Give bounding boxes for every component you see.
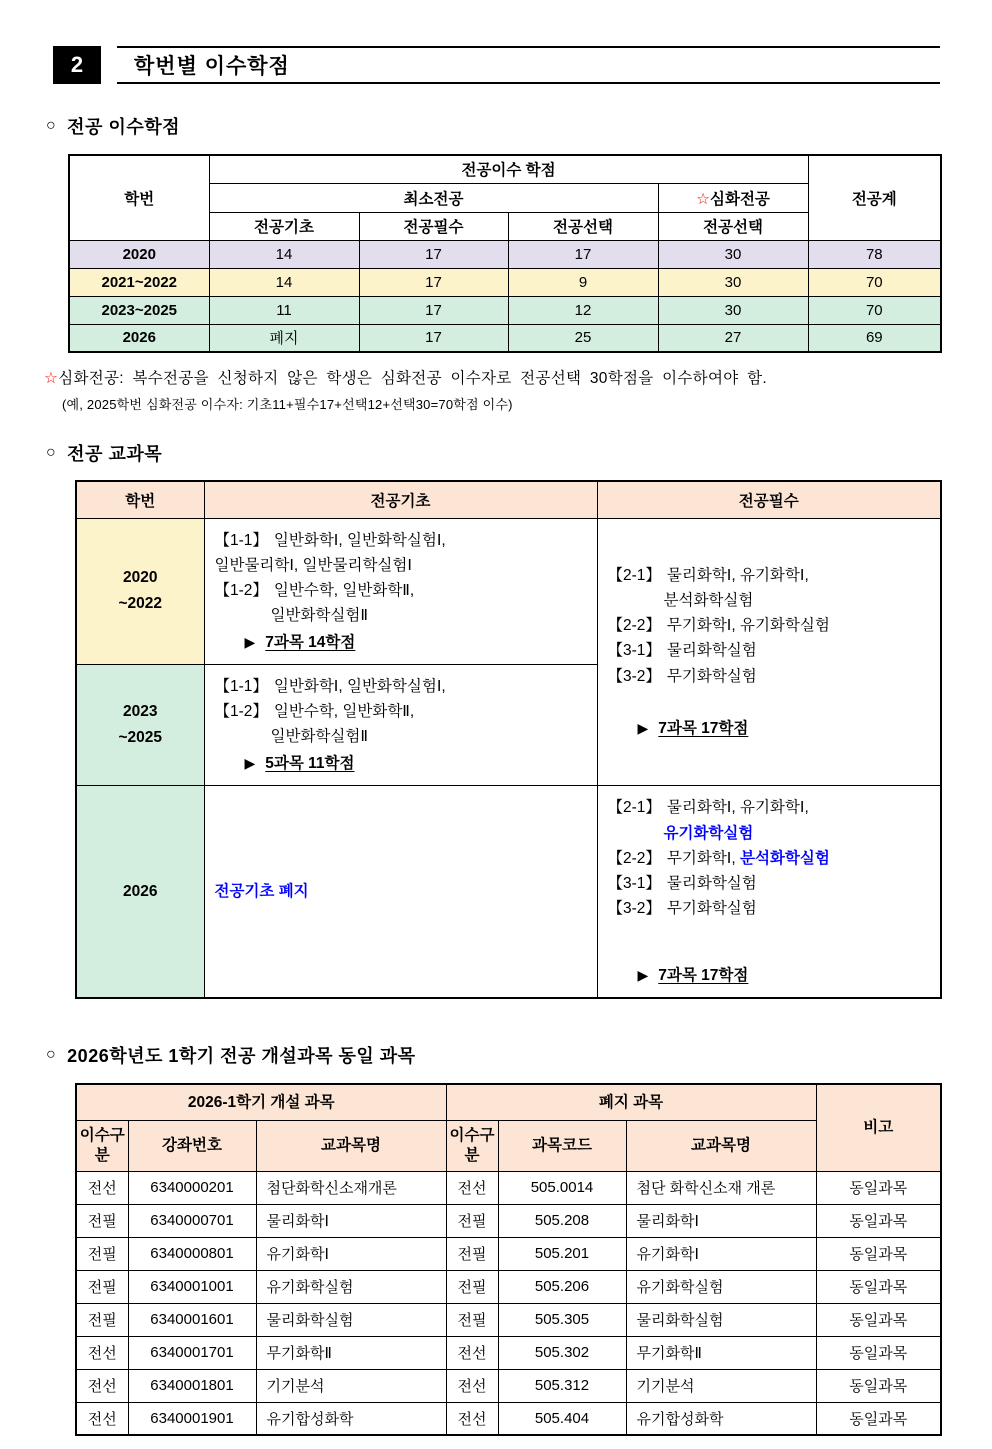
cell-type1: 전선: [76, 1369, 128, 1402]
summary-line: ▶ 7과목 17학점: [637, 719, 749, 737]
header-total: 전공계: [808, 155, 941, 240]
same-header-row-2: [76, 1120, 941, 1171]
same-row-2: [76, 1204, 941, 1237]
header-gicho: 전공기초: [209, 212, 359, 240]
same-row-6: [76, 1336, 941, 1369]
same-row-5: [76, 1303, 941, 1336]
cell-seontaek: 17: [508, 240, 658, 268]
cell-old-name: 무기화학Ⅱ: [626, 1336, 816, 1369]
cell-note: 동일과목: [816, 1303, 941, 1336]
cell-pilsu-courses: 【2-1】 물리화학Ⅰ, 유기화학Ⅰ, 유기화학실험 【2-2】 무기화학Ⅰ, 분석화학실험 【3-1】 물리화학실험 【3-2】 무기화학실험 ▶ 7과목 17학점: [597, 786, 941, 998]
cell-hakbun: 2026: [69, 324, 209, 352]
cell-total: 70: [808, 268, 941, 296]
cell-gicho: 14: [209, 240, 359, 268]
cell-name: 유기화학Ⅰ: [256, 1237, 446, 1270]
cell-type2: 전필: [446, 1237, 498, 1270]
credit-row-2023-2025: [69, 296, 941, 324]
cell-name: 첨단화학신소재개론: [256, 1171, 446, 1204]
cell-hakbun: 2023~2025: [69, 296, 209, 324]
heading-major-credits: [46, 113, 992, 139]
cell-classno: 6340001601: [128, 1303, 256, 1336]
cell-name: 물리화학실험: [256, 1303, 446, 1336]
cell-classno: 6340000201: [128, 1171, 256, 1204]
cell-gicho-abolished: [204, 786, 597, 998]
cell-hakbun: 2021~2022: [69, 268, 209, 296]
cell-name: 유기화학실험: [256, 1270, 446, 1303]
cell-gicho-courses: 【1-1】 일반화학Ⅰ, 일반화학실험Ⅰ, 【1-2】 일반수학, 일반화학Ⅱ, 일반화학실험Ⅱ ▶ 5과목 11학점: [204, 665, 597, 786]
header-seontaek: 전공선택: [508, 212, 658, 240]
cell-note: 동일과목: [816, 1237, 941, 1270]
circle-marker-icon: ○: [46, 1046, 57, 1064]
header-type2: 이수구분: [446, 1120, 498, 1171]
credit-row-2026: [69, 324, 941, 352]
cell-old-name: 물리화학실험: [626, 1303, 816, 1336]
cell-code: 505.206: [498, 1270, 626, 1303]
cell-pilsu: 17: [359, 296, 508, 324]
cell-deep-seontaek: 30: [658, 240, 808, 268]
cell-type1: 전필: [76, 1237, 128, 1270]
header-name1: 교과목명: [256, 1120, 446, 1171]
same-course-table: [75, 1083, 942, 1436]
header-name2: 교과목명: [626, 1120, 816, 1171]
star-icon: ☆: [696, 190, 711, 208]
credit-table: [68, 154, 942, 353]
star-note-line2: (예, 2025학번 심화전공 이수자: 기초11+필수17+선택12+선택30=70학점 이수): [62, 397, 513, 412]
header-pilsu: 전공필수: [359, 212, 508, 240]
header-major-credit-group: 전공이수 학점: [209, 155, 808, 183]
cell-gicho-courses: 【1-1】 일반화학Ⅰ, 일반화학실험Ⅰ, 일반물리학Ⅰ, 일반물리학실험Ⅰ 【1-2】 일반수학, 일반화학Ⅱ, 일반화학실험Ⅱ ▶ 7과목 14학점: [204, 518, 597, 665]
cell-pilsu: 17: [359, 240, 508, 268]
cell-old-name: 유기합성화학: [626, 1402, 816, 1435]
course-row-2020-2022: [76, 518, 941, 665]
summary-line: ▶ 7과목 17학점: [637, 967, 749, 985]
cell-classno: 6340001701: [128, 1336, 256, 1369]
credit-header-row-1: [69, 155, 941, 183]
same-header-row-1: [76, 1084, 941, 1120]
course-header-row: [76, 481, 941, 518]
triangle-bullet-icon: ▶: [637, 967, 649, 984]
star-icon: ☆: [44, 370, 59, 387]
cell-seontaek: 12: [508, 296, 658, 324]
cell-type2: 전필: [446, 1204, 498, 1237]
credit-row-2020: [69, 240, 941, 268]
cell-note: 동일과목: [816, 1270, 941, 1303]
cell-type2: 전선: [446, 1171, 498, 1204]
cell-deep-seontaek: 30: [658, 296, 808, 324]
same-row-1: [76, 1171, 941, 1204]
cell-type1: 전필: [76, 1204, 128, 1237]
heading-text: 전공 교과목: [67, 444, 163, 464]
course-table: [75, 480, 942, 999]
cell-type1: 전선: [76, 1402, 128, 1435]
cell-hakbun: 2020 ~2022: [76, 518, 204, 665]
cell-code: 505.404: [498, 1402, 626, 1435]
cell-pilsu-courses: 【2-1】 물리화학Ⅰ, 유기화학Ⅰ, 분석화학실험 【2-2】 무기화학Ⅰ, 유기화학실험 【3-1】 물리화학실험 【3-2】 무기화학실험 ▶ 7과목 17학점: [597, 518, 941, 786]
cell-classno: 6340001801: [128, 1369, 256, 1402]
cell-classno: 6340001901: [128, 1402, 256, 1435]
header-note: 비고: [816, 1084, 941, 1171]
cell-code: 505.208: [498, 1204, 626, 1237]
header-open-group: 2026-1학기 개설 과목: [76, 1084, 446, 1120]
summary-line: ▶ 5과목 11학점: [244, 755, 355, 773]
heading-major-courses: [46, 440, 992, 466]
header-deep-major: ☆심화전공: [658, 183, 808, 212]
cell-seontaek: 25: [508, 324, 658, 352]
cell-old-name: 유기화학실험: [626, 1270, 816, 1303]
cell-hakbun: 2026: [76, 786, 204, 998]
cell-type2: 전선: [446, 1336, 498, 1369]
cell-code: 505.302: [498, 1336, 626, 1369]
document-page: [0, 46, 992, 1449]
cell-code: 505.312: [498, 1369, 626, 1402]
cell-hakbun: 2023 ~2025: [76, 665, 204, 786]
triangle-bullet-icon: ▶: [637, 719, 649, 736]
cell-old-name: 첨단 화학신소재 개론: [626, 1171, 816, 1204]
cell-pilsu: 17: [359, 324, 508, 352]
cell-deep-seontaek: 30: [658, 268, 808, 296]
header-classno: 강좌번호: [128, 1120, 256, 1171]
cell-type1: 전필: [76, 1303, 128, 1336]
cell-total: 70: [808, 296, 941, 324]
heading-text: 전공 이수학점: [67, 117, 181, 137]
triangle-bullet-icon: ▶: [244, 755, 256, 772]
section-banner: [53, 46, 940, 84]
cell-classno: 6340000801: [128, 1237, 256, 1270]
cell-deep-seontaek: 27: [658, 324, 808, 352]
heading-same-courses: [46, 1042, 992, 1068]
cell-old-name: 유기화학Ⅰ: [626, 1237, 816, 1270]
cell-name: 무기화학Ⅱ: [256, 1336, 446, 1369]
same-row-8: [76, 1402, 941, 1435]
header-hakbun: 학번: [76, 481, 204, 518]
cell-type1: 전선: [76, 1171, 128, 1204]
star-note-line1: ☆심화전공: 복수전공을 신청하지 않은 학생은 심화전공 이수자로 전공선택 30학점을 이수하여야 함.: [44, 370, 767, 387]
same-row-4: [76, 1270, 941, 1303]
heading-text: 2026학년도 1학기 전공 개설과목 동일 과목: [67, 1046, 416, 1067]
cell-name: 유기합성화학: [256, 1402, 446, 1435]
cell-type1: 전필: [76, 1270, 128, 1303]
cell-gicho: 폐지: [209, 324, 359, 352]
cell-hakbun: 2020: [69, 240, 209, 268]
cell-gicho: 11: [209, 296, 359, 324]
same-row-3: [76, 1237, 941, 1270]
cell-seontaek: 9: [508, 268, 658, 296]
cell-type2: 전선: [446, 1369, 498, 1402]
header-closed-group: 폐지 과목: [446, 1084, 816, 1120]
triangle-bullet-icon: ▶: [244, 633, 256, 650]
header-pilsu: 전공필수: [597, 481, 941, 518]
header-gicho: 전공기초: [204, 481, 597, 518]
course-row-2026: [76, 786, 941, 998]
cell-classno: 6340001001: [128, 1270, 256, 1303]
cell-note: 동일과목: [816, 1369, 941, 1402]
cell-code: 505.305: [498, 1303, 626, 1336]
cell-type1: 전선: [76, 1336, 128, 1369]
star-note: [44, 366, 992, 413]
header-deep-seontaek: 전공선택: [658, 212, 808, 240]
cell-old-name: 물리화학Ⅰ: [626, 1204, 816, 1237]
cell-type2: 전필: [446, 1303, 498, 1336]
cell-note: 동일과목: [816, 1204, 941, 1237]
cell-name: 물리화학Ⅰ: [256, 1204, 446, 1237]
cell-note: 동일과목: [816, 1402, 941, 1435]
cell-total: 78: [808, 240, 941, 268]
same-row-7: [76, 1369, 941, 1402]
cell-code: 505.0014: [498, 1171, 626, 1204]
cell-name: 기기분석: [256, 1369, 446, 1402]
cell-total: 69: [808, 324, 941, 352]
cell-pilsu: 17: [359, 268, 508, 296]
cell-classno: 6340000701: [128, 1204, 256, 1237]
cell-old-name: 기기분석: [626, 1369, 816, 1402]
circle-marker-icon: ○: [46, 444, 57, 461]
cell-type2: 전필: [446, 1270, 498, 1303]
abolished-notice: 전공기초 폐지: [214, 883, 309, 901]
header-code: 과목코드: [498, 1120, 626, 1171]
cell-note: 동일과목: [816, 1171, 941, 1204]
circle-marker-icon: ○: [46, 117, 57, 134]
header-hakbun: 학번: [69, 155, 209, 240]
section-number-box: 2: [53, 46, 101, 84]
cell-type2: 전선: [446, 1402, 498, 1435]
cell-code: 505.201: [498, 1237, 626, 1270]
summary-line: ▶ 7과목 14학점: [244, 633, 356, 651]
page-title: 학번별 이수학점: [117, 46, 940, 84]
cell-note: 동일과목: [816, 1336, 941, 1369]
cell-gicho: 14: [209, 268, 359, 296]
credit-row-2021-2022: [69, 268, 941, 296]
header-min-major: 최소전공: [209, 183, 658, 212]
header-type1: 이수구분: [76, 1120, 128, 1171]
